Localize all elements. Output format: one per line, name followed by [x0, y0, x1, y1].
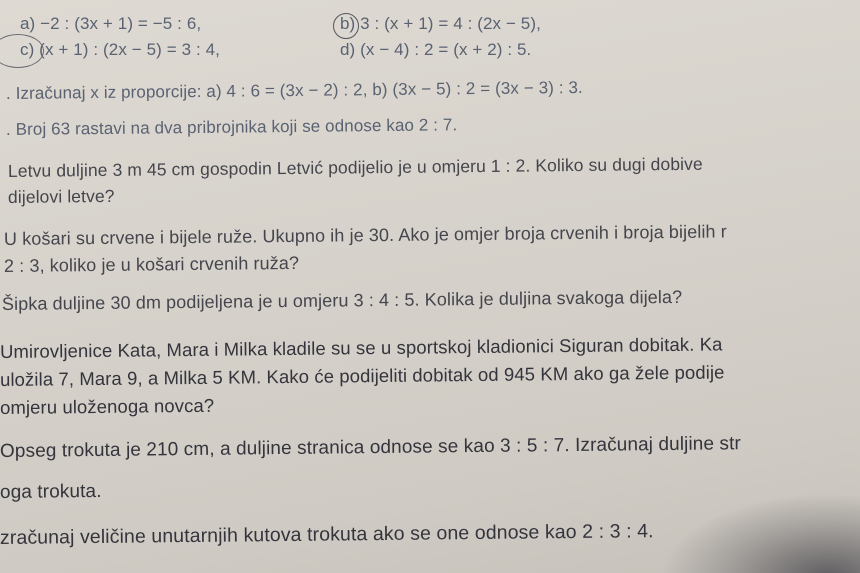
task-triangle-angles: zračunaj veličine unutarnjih kutova trokuta ako se one odnose kao 2 : 3 : 4.: [0, 520, 654, 549]
task-rod: Šipka duljine 30 dm podijeljena je u omjeru 3 : 4 : 5. Kolika je duljina svakoga dijela?: [1, 286, 683, 314]
exercise-a: a) −2 : (3x + 1) = −5 : 6,: [20, 14, 202, 33]
shadow-corner: [660, 493, 860, 573]
task-pensioners-line1: Umirovljenice Kata, Mara i Milka kladile su se u sportskoj kladionici Siguran dobitak. Ka: [0, 333, 723, 362]
pen-circle-mark-c: [0, 34, 44, 68]
exercise-b: b) 3 : (x + 1) = 4 : (2x − 5),: [340, 14, 541, 33]
task-number-63: . Broj 63 rastavi na dva pribrojnika koji se odnose kao 2 : 7.: [5, 115, 458, 139]
pen-circle-mark: [333, 13, 359, 39]
exercise-c: c) (x + 1) : (2x − 5) = 3 : 4,: [20, 40, 220, 59]
task-lath-line2: dijelovi letve?: [7, 185, 115, 207]
task-pensioners-line2: uložila 7, Mara 9, a Milka 5 KM. Kako će podijeliti dobitak od 945 KM ako ga žele podije: [0, 361, 725, 390]
task-roses-line2: 2 : 3, koliko je u košari crvenih ruža?: [3, 252, 300, 276]
task-triangle-sides-line2: oga trokuta.: [0, 480, 102, 503]
task-proportion: . Izračunaj x iz proporcije: a) 4 : 6 = (3x − 2) : 2, b) (3x − 5) : 2 = (3x − 3) : 3.: [5, 77, 583, 103]
task-triangle-sides-line1: Opseg trokuta je 210 cm, a duljine stranica odnose se kao 3 : 5 : 7. Izračunaj duljine str: [0, 433, 741, 462]
task-roses-line1: U košari su crvene i bijele ruže. Ukupno ih je 30. Ako je omjer broja crvenih i broja bijelih r: [3, 221, 727, 249]
task-lath-line1: Letvu duljine 3 m 45 cm gospodin Letvić podijelio je u omjeru 1 : 2. Koliko su dugi dobive: [7, 153, 703, 181]
task-pensioners-line3: omjeru uloženoga novca?: [0, 394, 215, 418]
exercise-d: d) (x − 4) : 2 = (x + 2) : 5.: [340, 40, 532, 59]
